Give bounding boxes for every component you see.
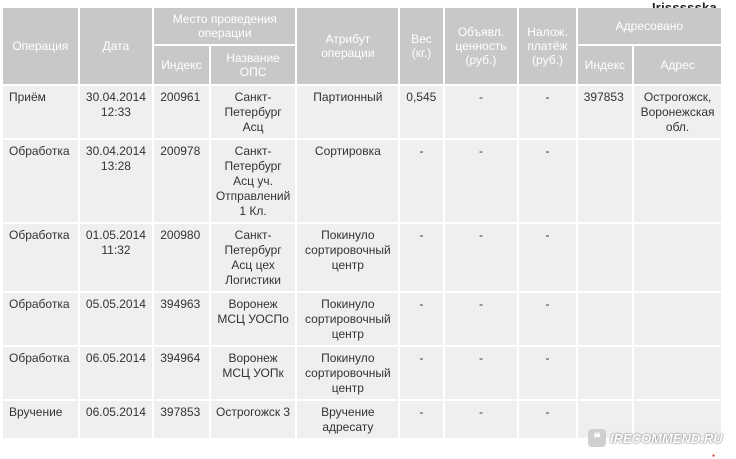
- cell-attribute: Покинуло сортировочный центр: [297, 224, 398, 291]
- cell-date: 30.04.2014 12:33: [80, 86, 153, 138]
- cell-addr-address: [634, 347, 721, 399]
- cell-attribute: Покинуло сортировочный центр: [297, 347, 398, 399]
- cell-weight: -: [400, 401, 442, 438]
- cell-office-name: Острогожск 3: [211, 401, 296, 438]
- header-addressed-group: Адресовано: [578, 8, 721, 44]
- cell-date: 06.05.2014: [80, 401, 153, 438]
- cell-date: 06.05.2014: [80, 347, 153, 399]
- cell-addr-address: Острогожск, Воронежская обл.: [634, 86, 721, 138]
- cell-addr-index: 397853: [578, 86, 632, 138]
- cell-index: 394964: [154, 347, 208, 399]
- cell-index: 394963: [154, 293, 208, 345]
- cell-office-name: Воронеж МСЦ УОСПо: [211, 293, 296, 345]
- header-date: Дата: [80, 8, 153, 84]
- cell-weight: 0,545: [400, 86, 442, 138]
- site-watermark: [588, 426, 723, 450]
- cell-addr-index: [578, 224, 632, 291]
- cell-operation: Приём: [3, 86, 78, 138]
- cell-addr-index: [578, 293, 632, 345]
- table-row: [3, 347, 721, 399]
- cell-weight: -: [400, 224, 442, 291]
- cell-addr-address: [634, 140, 721, 222]
- cell-operation: Обработка: [3, 347, 78, 399]
- header-weight: Вес (кг.): [400, 8, 442, 84]
- header-place-name: Название ОПС: [211, 46, 296, 84]
- cell-cod: -: [519, 293, 575, 345]
- cell-addr-index: [578, 140, 632, 222]
- recommend-logo-icon: ❝: [588, 429, 606, 447]
- cell-office-name: Санкт-Петербург Асц: [211, 86, 296, 138]
- header-attribute: Атрибут операции: [297, 8, 398, 84]
- table-row: [3, 224, 721, 291]
- cell-weight: -: [400, 140, 442, 222]
- cell-index-link[interactable]: 397853: [154, 401, 208, 438]
- table-row: [3, 140, 721, 222]
- cell-cod: -: [519, 401, 575, 438]
- cell-index: 200980: [154, 224, 208, 291]
- cell-declared-value: -: [445, 86, 518, 138]
- cell-operation: Обработка: [3, 224, 78, 291]
- cell-addr-address: [634, 293, 721, 345]
- cell-declared-value: -: [445, 224, 518, 291]
- cell-addr-index: [578, 347, 632, 399]
- cell-office-name: Воронеж МСЦ УОПк: [211, 347, 296, 399]
- cell-weight: -: [400, 347, 442, 399]
- header-place-group: Место проведения операции: [154, 8, 295, 44]
- header-addr-address: Адрес: [634, 46, 721, 84]
- cell-cod: -: [519, 347, 575, 399]
- cell-date: 01.05.2014 11:32: [80, 224, 153, 291]
- cell-index: 200961: [154, 86, 208, 138]
- cell-date: 05.05.2014: [80, 293, 153, 345]
- header-cod: Налож. платёж (руб.): [519, 8, 575, 84]
- cell-declared-value: -: [445, 347, 518, 399]
- cell-office-name: Санкт-Петербург Асц уч. Отправлений 1 Кл.: [211, 140, 296, 222]
- cell-cod: -: [519, 224, 575, 291]
- cell-declared-value: -: [445, 293, 518, 345]
- corner-mark-icon: ●: [712, 453, 716, 459]
- cell-declared-value: -: [445, 401, 518, 438]
- cell-cod: -: [519, 140, 575, 222]
- cell-index: 200978: [154, 140, 208, 222]
- header-place-index: Индекс: [154, 46, 208, 84]
- cell-weight: -: [400, 293, 442, 345]
- header-declared-value: Объявл. ценность (руб.): [445, 8, 518, 84]
- cell-attribute: Покинуло сортировочный центр: [297, 293, 398, 345]
- header-addr-index: Индекс: [578, 46, 632, 84]
- table-row: [3, 293, 721, 345]
- cell-cod: -: [519, 86, 575, 138]
- cell-office-name: Санкт-Петербург Асц цех Логистики: [211, 224, 296, 291]
- tracking-table: [1, 6, 723, 440]
- table-row: [3, 86, 721, 138]
- cell-operation: Обработка: [3, 293, 78, 345]
- cell-attribute: Партионный: [297, 86, 398, 138]
- cell-declared-value: -: [445, 140, 518, 222]
- header-operation: Операция: [3, 8, 78, 84]
- site-watermark-text: IRECOMMEND.RU: [610, 430, 723, 446]
- cell-addr-address: [634, 224, 721, 291]
- cell-date: 30.04.2014 13:28: [80, 140, 153, 222]
- cell-attribute: Сортировка: [297, 140, 398, 222]
- cell-operation: Обработка: [3, 140, 78, 222]
- cell-operation: Вручение: [3, 401, 78, 438]
- cell-attribute: Вручение адресату: [297, 401, 398, 438]
